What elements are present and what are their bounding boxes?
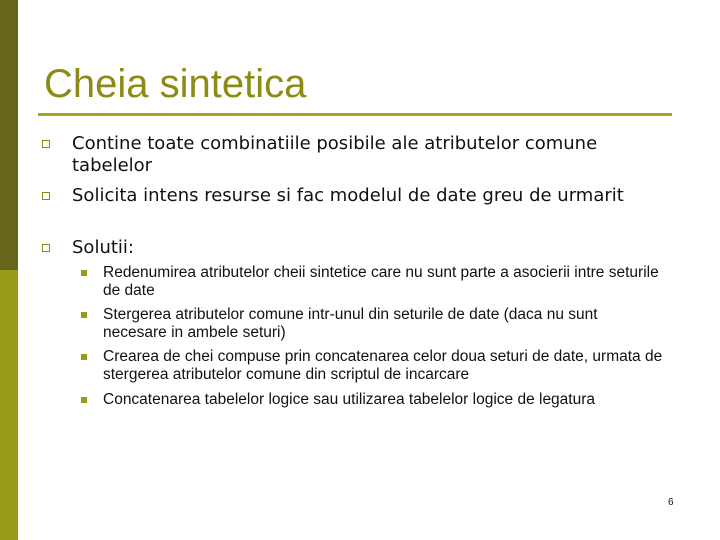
bullet-item <box>72 133 672 177</box>
square-bullet-icon <box>81 397 87 403</box>
title-underline <box>38 113 672 116</box>
sub-bullet-text: Redenumirea atributelor cheii sintetice care nu sunt parte a asocierii intre seturile de date <box>103 264 659 299</box>
sub-bullet-item <box>103 306 663 342</box>
bullet-item <box>72 185 672 207</box>
bullet-text: Contine toate combinatiile posibile ale atributelor comune tabelelor <box>72 133 598 176</box>
square-bullet-icon <box>81 270 87 276</box>
square-bullet-icon <box>81 312 87 318</box>
hollow-square-bullet-icon <box>42 244 50 252</box>
square-bullet-icon <box>81 354 87 360</box>
sub-bullet-item <box>103 348 673 384</box>
sub-bullet-item <box>103 264 673 300</box>
hollow-square-bullet-icon <box>42 140 50 148</box>
hollow-square-bullet-icon <box>42 192 50 200</box>
side-bar-top <box>0 0 18 270</box>
sub-bullet-text: Crearea de chei compuse prin concatenarea celor doua seturi de date, urmata de stergerea atributelor comune din scriptul de incarcare <box>103 348 663 383</box>
sub-bullet-text: Concatenarea tabelelor logice sau utilizarea tabelelor logice de legatura <box>103 391 596 408</box>
bullet-text: Solutii: <box>72 237 134 258</box>
page-number: 6 <box>668 497 674 508</box>
bullet-text: Solicita intens resurse si fac modelul de date greu de urmarit <box>72 185 624 206</box>
sub-bullet-item <box>103 391 703 409</box>
bullet-item <box>72 237 672 259</box>
side-bar-bottom <box>0 270 18 540</box>
slide-title: Cheia sintetica <box>44 62 307 106</box>
sub-bullet-text: Stergerea atributelor comune intr-unul din seturile de date (daca nu sunt necesare in ambele seturi) <box>103 306 598 341</box>
